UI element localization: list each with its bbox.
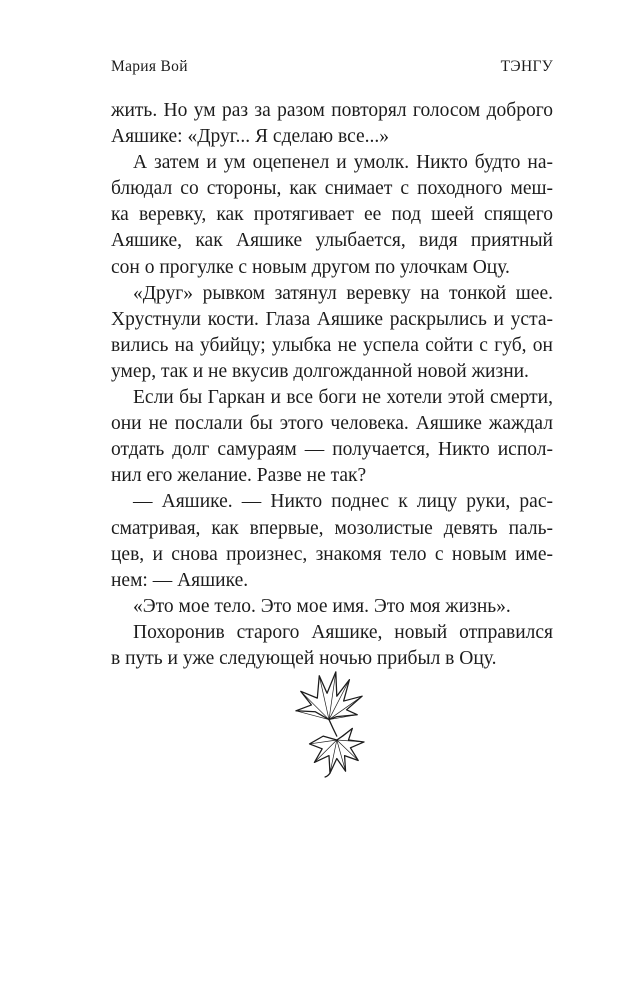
running-head-title: ТЭНГУ bbox=[500, 58, 553, 75]
running-head bbox=[111, 58, 553, 76]
text-line: в путь и уже следующей ночью прибыл в Оцу. bbox=[111, 647, 497, 669]
text-line: «Друг» рывком затянул веревку на тонкой шее. bbox=[133, 282, 553, 304]
text-line: ка веревку, как протягивает ее под шеей спящего bbox=[111, 204, 553, 226]
text-line: Аяшике: «Друг... Я сделаю все...» bbox=[111, 126, 389, 148]
text-line: А затем и ум оцепенел и умолк. Никто будто на- bbox=[133, 152, 553, 174]
text-line: они не послали бы этого человека. Аяшике жаждал bbox=[111, 413, 553, 435]
body-text bbox=[111, 98, 553, 672]
text-line: Хрустнули кости. Глаза Аяшике раскрылись и уста- bbox=[111, 308, 553, 330]
text-line: умер, так и не вкусив долгожданной новой жизни. bbox=[111, 360, 529, 382]
text-line: вились на убийцу; улыбка не успела сойти с губ, он bbox=[111, 334, 553, 356]
text-line: нил его желание. Разве не так? bbox=[111, 465, 367, 487]
text-line: «Это мое тело. Это мое имя. Это моя жизнь». bbox=[133, 595, 511, 617]
text-line: жить. Но ум раз за разом повторял голосом доброго bbox=[111, 100, 553, 121]
text-line: — Аяшике. — Никто поднес к лицу руки, рас- bbox=[133, 491, 553, 513]
text-line: сматривая, как впервые, мозолистые девять паль- bbox=[111, 517, 553, 539]
text-line: Если бы Гаркан и все боги не хотели этой смерти, bbox=[133, 387, 553, 409]
text-line: Аяшике, как Аяшике улыбается, видя приятный bbox=[111, 230, 553, 252]
running-head-author: Мария Вой bbox=[111, 58, 188, 75]
text-line: нем: — Аяшике. bbox=[111, 569, 249, 591]
text-line: Похоронив старого Аяшике, новый отправился bbox=[133, 621, 553, 643]
text-line: блюдал со стороны, как снимает с походного меш- bbox=[111, 178, 553, 200]
maple-leaf-icon bbox=[290, 666, 368, 778]
text-line: сон о прогулке с новым другом по улочкам Оцу. bbox=[111, 256, 510, 278]
text-line: цев, и снова произнес, знакомя тело с новым име- bbox=[111, 543, 553, 565]
text-line: отдать долг самураям — получается, Никто испол- bbox=[111, 439, 553, 461]
